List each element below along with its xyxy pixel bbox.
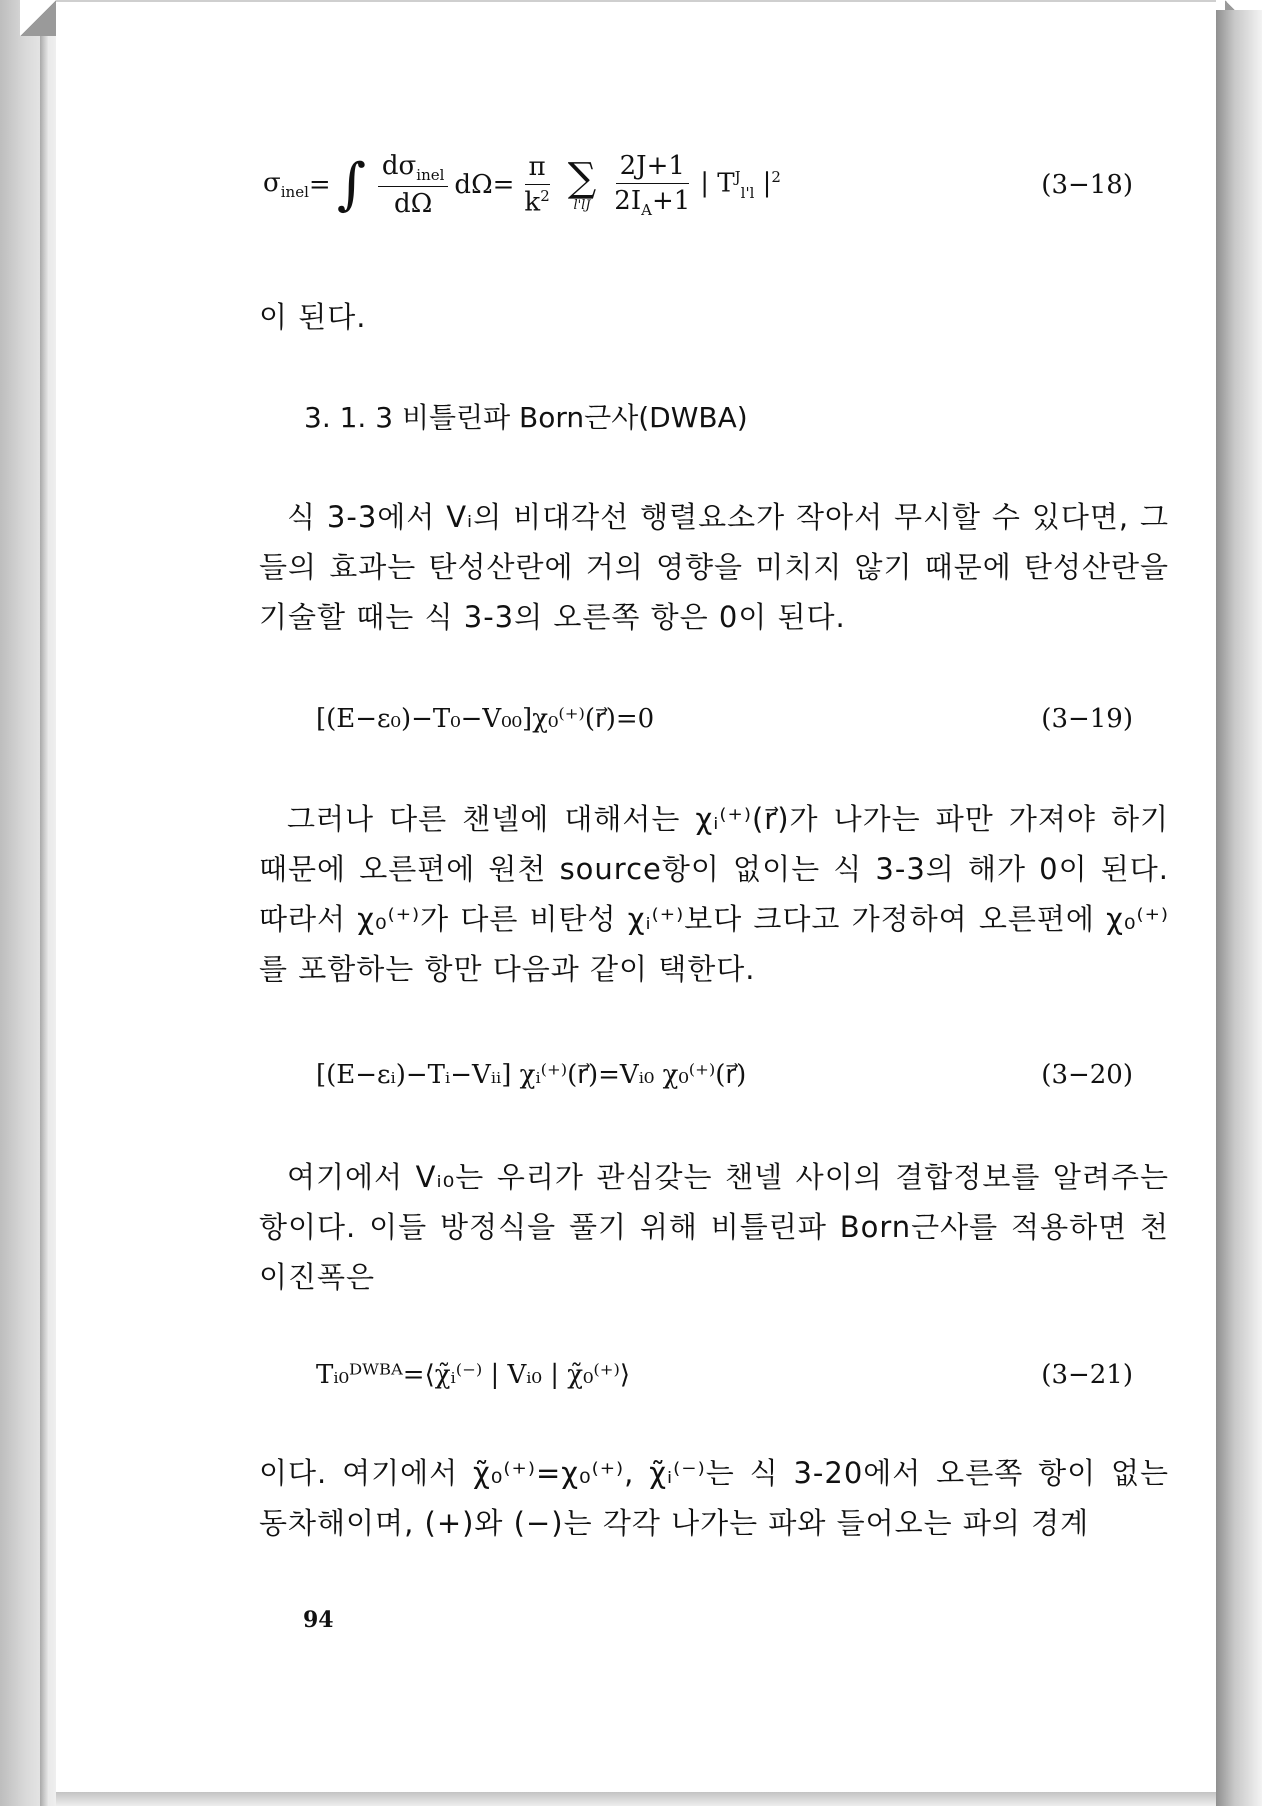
page-edge-shadow bbox=[1216, 10, 1262, 1806]
page-content bbox=[56, 2, 1216, 1792]
paragraph-3: 여기에서 Vᵢ₀는 우리가 관심갖는 챈넬 사이의 결합정보를 알려주는 항이다. 이들 방정식을 풀기 위해 비틀린파 Born근사를 적용하면 천이진폭은 bbox=[259, 1160, 1169, 1294]
summation-sign: ∑ l'lJ bbox=[567, 154, 597, 213]
eq-lhs: $\sigma_{inel}$ bbox=[263, 168, 309, 202]
text-after-eq-3-18: 이 된다. bbox=[259, 300, 367, 334]
integral-sign: ∫ bbox=[336, 152, 366, 217]
paragraph-2: 그러나 다른 챈넬에 대해서는 χᵢ⁽⁺⁾(r⃗)가 나가는 파만 가져야 하기 때문에 오른편에 원천 source항이 없이는 식 3-3의 해가 0이 된다. 따라서 χ₀⁽⁺⁾가 다른 비탄성 χᵢ⁽⁺⁾보다 크다고 가정하여 오른편에 χ₀⁽⁺⁾를 포함하는 항만 다음과 같이 택한다. bbox=[259, 802, 1169, 986]
page-corner bbox=[20, 0, 56, 36]
fraction-dsigma-domega: $\frac{d\sigma_{inel}}{d\Omega}$ bbox=[378, 151, 449, 219]
eq-domega: dΩ bbox=[454, 170, 493, 200]
equation-body: [(E−εᵢ)−Tᵢ−Vᵢᵢ] χᵢ⁽⁺⁾(r⃗)=Vᵢ₀ χ₀⁽⁺⁾(r⃗) bbox=[316, 1060, 747, 1090]
equation-body: [(E−ε₀)−T₀−V₀₀]χ₀⁽⁺⁾(r⃗)=0 bbox=[316, 704, 655, 734]
section-heading: 3. 1. 3 비틀린파 Born근사(DWBA) bbox=[304, 401, 748, 434]
fraction-2j1: $\frac{2J+1}{2I_A+1}$ bbox=[614, 150, 691, 220]
equation-3-18 bbox=[263, 150, 1163, 220]
eq-equals-2: = bbox=[492, 170, 515, 200]
fraction-pi-k2: $\frac{\pi}{k^2}$ bbox=[524, 152, 550, 218]
paragraph-1: 식 3-3에서 Vᵢ의 비대각선 행렬요소가 작아서 무시할 수 있다면, 그들의 효과는 탄성산란에 거의 영향을 미치지 않기 때문에 탄성산란을 기술할 때는 식 3-3의 오른쪽 항은 0이 된다. bbox=[259, 500, 1169, 634]
equation-number: (3−20) bbox=[1041, 1060, 1133, 1090]
page-bottom-edge bbox=[56, 1790, 1216, 1806]
equation-body: Tᵢ₀ᴰᵂᴮᴬ=⟨χ̃ᵢ⁽⁻⁾ | Vᵢ₀ | χ̃₀⁽⁺⁾⟩ bbox=[316, 1360, 631, 1390]
equation-number: (3−18) bbox=[1041, 170, 1133, 200]
equation-number: (3−21) bbox=[1041, 1360, 1133, 1390]
eq-abs-t: | $T^J_{l'l}$ $|^2$ bbox=[700, 168, 781, 202]
equation-number: (3−19) bbox=[1041, 704, 1133, 734]
equation-3-21 bbox=[316, 1340, 1163, 1410]
eq-equals: = bbox=[308, 170, 331, 200]
paragraph-4: 이다. 여기에서 χ̃₀⁽⁺⁾=χ₀⁽⁺⁾, χ̃ᵢ⁽⁻⁾는 식 3-20에서 오른쪽 항이 없는 동차해이며, (+)와 (−)는 각각 나가는 파와 들어오는 파의 경계 bbox=[259, 1456, 1169, 1540]
page-number: 94 bbox=[303, 1607, 334, 1633]
book-page bbox=[56, 0, 1216, 1792]
equation-3-19 bbox=[316, 684, 1163, 754]
equation-3-20 bbox=[316, 1040, 1163, 1110]
book-spine bbox=[0, 0, 56, 1806]
